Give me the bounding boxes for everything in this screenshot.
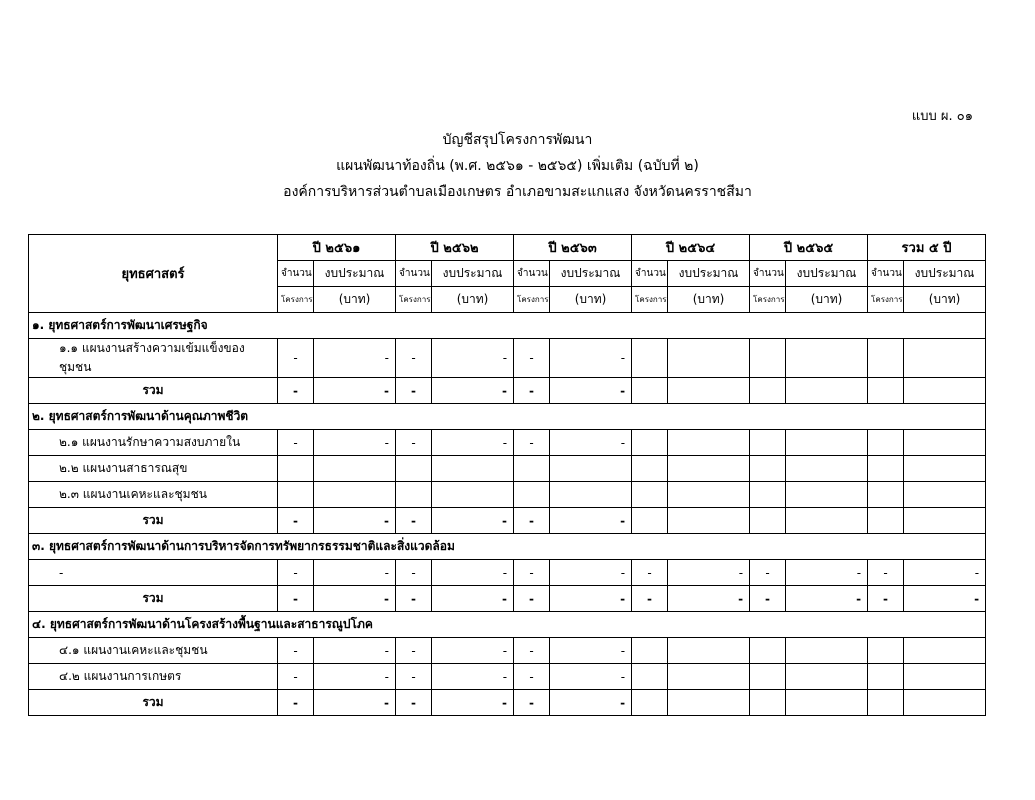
budget-cell: -: [314, 430, 396, 456]
strategy-section-label: ๑. ยุทธศาสตร์การพัฒนาเศรษฐกิจ: [29, 313, 986, 339]
budget-cell: [668, 456, 750, 482]
year-header: ปี ๒๕๖๓: [514, 235, 632, 261]
count-subheader: โครงการ: [278, 287, 314, 313]
strategy-section-row: [29, 313, 986, 339]
count-header: จำนวน: [514, 261, 550, 287]
project-count-cell: -: [396, 339, 432, 378]
count-header: จำนวน: [278, 261, 314, 287]
budget-cell: -: [432, 664, 514, 690]
project-count-cell: -: [514, 560, 550, 586]
budget-cell: [668, 378, 750, 404]
budget-cell: -: [550, 664, 632, 690]
project-count-cell: [632, 482, 668, 508]
budget-subheader: (บาท): [904, 287, 986, 313]
budget-subheader: (บาท): [550, 287, 632, 313]
budget-cell: -: [432, 638, 514, 664]
budget-cell: [786, 508, 868, 534]
summary-table: [28, 234, 986, 716]
budget-cell: [786, 690, 868, 716]
project-count-cell: -: [514, 690, 550, 716]
strategy-section-label: ๒. ยุทธศาสตร์การพัฒนาด้านคุณภาพชีวิต: [29, 404, 986, 430]
budget-cell: -: [668, 586, 750, 612]
project-count-cell: -: [278, 586, 314, 612]
year-header: ปี ๒๕๖๔: [632, 235, 750, 261]
budget-cell: [314, 482, 396, 508]
budget-cell: -: [314, 560, 396, 586]
project-count-cell: -: [396, 560, 432, 586]
project-count-cell: [868, 378, 904, 404]
budget-cell: [668, 664, 750, 690]
budget-cell: -: [314, 690, 396, 716]
budget-cell: -: [314, 339, 396, 378]
year-header: ปี ๒๕๖๑: [278, 235, 396, 261]
budget-cell: -: [904, 586, 986, 612]
project-count-cell: [514, 456, 550, 482]
budget-cell: -: [550, 690, 632, 716]
budget-cell: [904, 430, 986, 456]
project-count-cell: [632, 339, 668, 378]
project-count-cell: -: [868, 560, 904, 586]
project-count-cell: [396, 482, 432, 508]
budget-cell: -: [314, 378, 396, 404]
project-count-cell: [868, 690, 904, 716]
project-count-cell: -: [278, 664, 314, 690]
project-count-cell: [868, 664, 904, 690]
budget-cell: [550, 482, 632, 508]
budget-cell: [668, 339, 750, 378]
project-count-cell: -: [396, 638, 432, 664]
project-count-cell: [750, 508, 786, 534]
budget-cell: -: [432, 690, 514, 716]
budget-cell: [786, 664, 868, 690]
budget-cell: [668, 508, 750, 534]
plan-label: ๒.๓ แผนงานเคหะและชุมชน: [29, 482, 278, 508]
strategy-header: ยุทธศาสตร์: [29, 235, 278, 313]
project-count-cell: -: [514, 638, 550, 664]
project-count-cell: [632, 378, 668, 404]
plan-row: [29, 482, 986, 508]
total-row: [29, 690, 986, 716]
total-label: รวม: [29, 508, 278, 534]
budget-cell: -: [432, 560, 514, 586]
budget-cell: [904, 339, 986, 378]
title-line-3: องค์การบริหารส่วนตำบลเมืองเกษตร อำเภอขามสะแกแสง จังหวัดนครราชสีมา: [283, 184, 752, 200]
project-count-cell: [750, 664, 786, 690]
count-subheader: โครงการ: [514, 287, 550, 313]
total-label: รวม: [29, 690, 278, 716]
plan-row: [29, 456, 986, 482]
project-count-cell: -: [868, 586, 904, 612]
count-subheader: โครงการ: [396, 287, 432, 313]
budget-cell: -: [550, 560, 632, 586]
project-count-cell: -: [278, 560, 314, 586]
budget-header: งบประมาณ: [432, 261, 514, 287]
budget-cell: -: [432, 430, 514, 456]
budget-cell: [668, 430, 750, 456]
project-count-cell: [750, 378, 786, 404]
budget-cell: -: [314, 664, 396, 690]
project-count-cell: -: [278, 508, 314, 534]
title-line-2: แผนพัฒนาท้องถิ่น (พ.ศ. ๒๕๖๑ - ๒๕๖๕) เพิ่มเติม (ฉบับที่ ๒): [336, 158, 699, 174]
document-titles: [0, 127, 1035, 205]
project-count-cell: [868, 508, 904, 534]
total-row: [29, 508, 986, 534]
project-count-cell: -: [278, 378, 314, 404]
form-code: แบบ ผ. ๐๑: [911, 109, 973, 124]
plan-row: [29, 560, 986, 586]
project-count-cell: -: [396, 664, 432, 690]
budget-cell: [786, 456, 868, 482]
project-count-cell: -: [278, 690, 314, 716]
total-row: [29, 378, 986, 404]
plan-label: -: [29, 560, 278, 586]
plan-label: ๑.๑ แผนงานสร้างความเข้มแข็งของชุมชน: [29, 339, 278, 378]
budget-cell: [904, 378, 986, 404]
project-count-cell: [868, 339, 904, 378]
budget-header: งบประมาณ: [668, 261, 750, 287]
budget-cell: [432, 482, 514, 508]
project-count-cell: [750, 482, 786, 508]
project-count-cell: [632, 508, 668, 534]
project-count-cell: -: [396, 690, 432, 716]
count-header: จำนวน: [396, 261, 432, 287]
project-count-cell: -: [750, 586, 786, 612]
project-count-cell: -: [396, 430, 432, 456]
count-subheader: โครงการ: [632, 287, 668, 313]
plan-label: ๔.๑ แผนงานเคหะและชุมชน: [29, 638, 278, 664]
budget-cell: [786, 430, 868, 456]
project-count-cell: [514, 482, 550, 508]
budget-header: งบประมาณ: [786, 261, 868, 287]
budget-cell: -: [314, 586, 396, 612]
title-line-1: บัญชีสรุปโครงการพัฒนา: [442, 132, 593, 148]
budget-cell: -: [432, 586, 514, 612]
budget-cell: -: [904, 560, 986, 586]
total-label: รวม: [29, 378, 278, 404]
budget-cell: [432, 456, 514, 482]
budget-cell: [786, 378, 868, 404]
project-count-cell: [868, 430, 904, 456]
project-count-cell: [868, 638, 904, 664]
project-count-cell: -: [514, 508, 550, 534]
budget-subheader: (บาท): [668, 287, 750, 313]
budget-cell: [904, 456, 986, 482]
strategy-section-row: [29, 534, 986, 560]
count-subheader: โครงการ: [750, 287, 786, 313]
project-count-cell: -: [514, 339, 550, 378]
project-count-cell: [396, 456, 432, 482]
project-count-cell: [278, 456, 314, 482]
project-count-cell: -: [750, 560, 786, 586]
budget-cell: [668, 482, 750, 508]
table-body: [29, 313, 986, 716]
plan-row: [29, 664, 986, 690]
budget-subheader: (บาท): [786, 287, 868, 313]
project-count-cell: [750, 430, 786, 456]
budget-cell: -: [314, 508, 396, 534]
budget-cell: [904, 690, 986, 716]
budget-header: งบประมาณ: [904, 261, 986, 287]
project-count-cell: [278, 482, 314, 508]
budget-cell: -: [550, 339, 632, 378]
budget-cell: [904, 482, 986, 508]
budget-header: งบประมาณ: [314, 261, 396, 287]
project-count-cell: -: [396, 508, 432, 534]
budget-cell: [904, 664, 986, 690]
strategy-section-row: [29, 404, 986, 430]
budget-subheader: (บาท): [314, 287, 396, 313]
budget-cell: -: [432, 339, 514, 378]
project-count-cell: -: [278, 339, 314, 378]
budget-cell: [904, 638, 986, 664]
project-count-cell: -: [632, 586, 668, 612]
project-count-cell: -: [514, 430, 550, 456]
project-count-cell: [632, 690, 668, 716]
project-count-cell: [632, 430, 668, 456]
budget-cell: -: [550, 508, 632, 534]
project-count-cell: [868, 456, 904, 482]
budget-cell: [314, 456, 396, 482]
count-header: จำนวน: [750, 261, 786, 287]
project-count-cell: -: [514, 664, 550, 690]
budget-cell: [550, 456, 632, 482]
plan-label: ๔.๒ แผนงานการเกษตร: [29, 664, 278, 690]
year-header: ปี ๒๕๖๒: [396, 235, 514, 261]
budget-cell: [668, 690, 750, 716]
year-header: รวม ๕ ปี: [868, 235, 986, 261]
year-header: ปี ๒๕๖๕: [750, 235, 868, 261]
budget-cell: [904, 508, 986, 534]
project-count-cell: -: [396, 378, 432, 404]
plan-row: [29, 638, 986, 664]
plan-row: [29, 430, 986, 456]
project-count-cell: [750, 690, 786, 716]
budget-cell: [786, 638, 868, 664]
strategy-section-label: ๓. ยุทธศาสตร์การพัฒนาด้านการบริหารจัดการทรัพยากรธรรมชาติและสิ่งแวดล้อม: [29, 534, 986, 560]
plan-row: [29, 339, 986, 378]
plan-label: ๒.๒ แผนงานสาธารณสุข: [29, 456, 278, 482]
project-count-cell: [750, 456, 786, 482]
count-header: จำนวน: [632, 261, 668, 287]
total-row: [29, 586, 986, 612]
budget-cell: -: [786, 586, 868, 612]
budget-cell: [668, 638, 750, 664]
project-count-cell: -: [278, 430, 314, 456]
budget-cell: -: [550, 378, 632, 404]
project-count-cell: [750, 339, 786, 378]
budget-cell: -: [432, 508, 514, 534]
project-count-cell: -: [514, 586, 550, 612]
budget-cell: -: [550, 638, 632, 664]
budget-header: งบประมาณ: [550, 261, 632, 287]
project-count-cell: [632, 638, 668, 664]
project-count-cell: -: [396, 586, 432, 612]
strategy-section-row: [29, 612, 986, 638]
budget-cell: -: [668, 560, 750, 586]
count-subheader: โครงการ: [868, 287, 904, 313]
project-count-cell: -: [278, 638, 314, 664]
total-label: รวม: [29, 586, 278, 612]
budget-cell: -: [550, 586, 632, 612]
plan-label: ๒.๑ แผนงานรักษาความสงบภายใน: [29, 430, 278, 456]
project-count-cell: [632, 664, 668, 690]
count-header: จำนวน: [868, 261, 904, 287]
project-count-cell: [750, 638, 786, 664]
budget-cell: [786, 482, 868, 508]
budget-subheader: (บาท): [432, 287, 514, 313]
budget-cell: -: [786, 560, 868, 586]
project-count-cell: -: [632, 560, 668, 586]
budget-cell: -: [432, 378, 514, 404]
budget-cell: [786, 339, 868, 378]
budget-cell: -: [314, 638, 396, 664]
budget-cell: -: [550, 430, 632, 456]
project-count-cell: -: [514, 378, 550, 404]
project-count-cell: [868, 482, 904, 508]
project-count-cell: [632, 456, 668, 482]
strategy-section-label: ๔. ยุทธศาสตร์การพัฒนาด้านโครงสร้างพื้นฐานและสาธารณูปโภค: [29, 612, 986, 638]
